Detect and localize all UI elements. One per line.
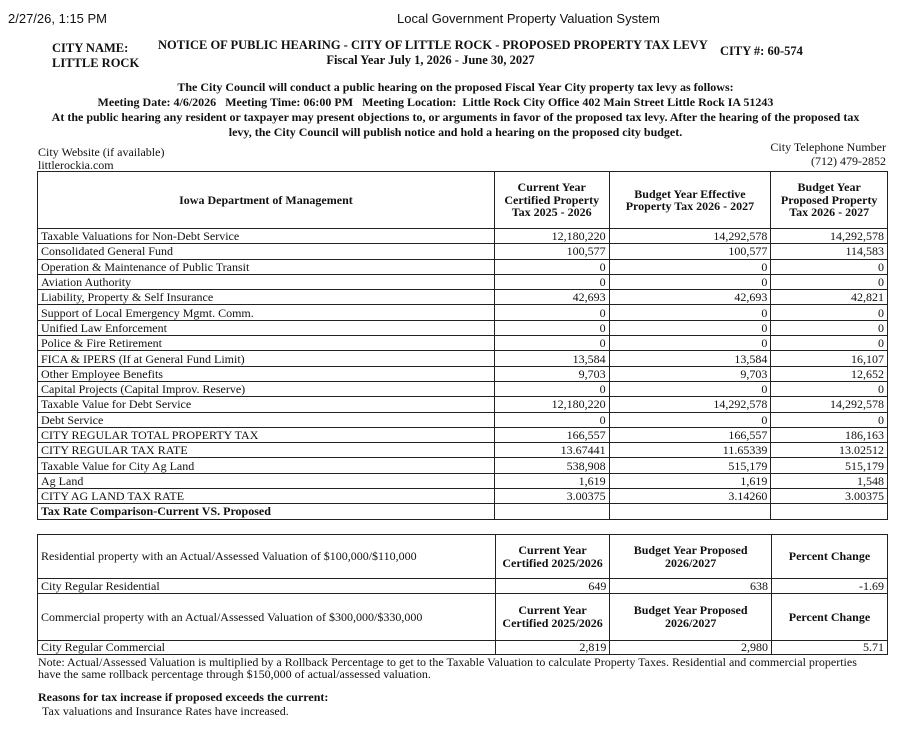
proposed-tax-value: 0 xyxy=(771,305,888,320)
table-header-row xyxy=(38,172,888,229)
row-label: CITY REGULAR TOTAL PROPERTY TAX xyxy=(38,427,495,442)
intro-line-1: The City Council will conduct a public hearing on the proposed Fiscal Year City property tax levy as follows: xyxy=(177,80,734,94)
system-title: Local Government Property Valuation System xyxy=(397,11,660,26)
fiscal-year: Fiscal Year July 1, 2026 - June 30, 2027 xyxy=(326,53,535,67)
current-year-value: 9,703 xyxy=(494,366,609,381)
row-label: Debt Service xyxy=(38,412,495,427)
proposed-tax-value: 186,163 xyxy=(771,427,888,442)
table-row xyxy=(38,381,888,396)
phone-value: (712) 479-2852 xyxy=(811,154,886,168)
current-year-header: Current Year Certified Property Tax 2025 - 2026 xyxy=(494,172,609,229)
proposed-tax-value: 16,107 xyxy=(771,351,888,366)
effective-tax-value: 0 xyxy=(609,381,771,396)
commercial-budget-header: Budget Year Proposed 2026/2027 xyxy=(610,594,772,641)
table-row xyxy=(38,427,888,442)
table-row xyxy=(38,274,888,289)
effective-tax-value: 14,292,578 xyxy=(609,229,771,244)
current-year-value: 42,693 xyxy=(494,290,609,305)
effective-tax-value: 0 xyxy=(609,412,771,427)
effective-tax-value: 0 xyxy=(609,320,771,335)
residential-comparison xyxy=(37,534,888,594)
residential-budget-header: Budget Year Proposed 2026/2027 xyxy=(610,535,772,579)
row-label: CITY REGULAR TAX RATE xyxy=(38,443,495,458)
proposed-tax-header: Budget Year Proposed Property Tax 2026 - 2027 xyxy=(771,172,888,229)
comparison-title-row xyxy=(38,504,888,519)
current-year-value: 0 xyxy=(494,259,609,274)
phone-block xyxy=(740,140,886,168)
meeting-date-label: Meeting Date: xyxy=(97,95,171,109)
current-year-value: 538,908 xyxy=(494,458,609,473)
row-label: Consolidated General Fund xyxy=(38,244,495,259)
meeting-details xyxy=(0,95,911,110)
city-name: LITTLE ROCK xyxy=(52,56,140,70)
current-year-value: 0 xyxy=(494,320,609,335)
current-year-value: 12,180,220 xyxy=(494,229,609,244)
commercial-current-header: Current Year Certified 2025/2026 xyxy=(495,594,610,641)
proposed-tax-value: 0 xyxy=(771,320,888,335)
effective-tax-value: 11.65339 xyxy=(609,443,771,458)
commercial-header-row xyxy=(38,594,888,641)
current-year-value: 100,577 xyxy=(494,244,609,259)
proposed-tax-value: 0 xyxy=(771,381,888,396)
empty-cell xyxy=(494,504,609,519)
table-row xyxy=(38,336,888,351)
effective-tax-value: 166,557 xyxy=(609,427,771,442)
proposed-tax-value: 0 xyxy=(771,259,888,274)
meeting-time: 06:00 PM xyxy=(303,95,354,109)
commercial-row xyxy=(38,641,888,655)
meeting-location-label: Meeting Location: xyxy=(362,95,457,109)
table-row xyxy=(38,244,888,259)
effective-tax-header: Budget Year Effective Property Tax 2026 - 2027 xyxy=(609,172,771,229)
effective-tax-value: 515,179 xyxy=(609,458,771,473)
current-year-value: 0 xyxy=(494,336,609,351)
proposed-tax-value: 0 xyxy=(771,274,888,289)
proposed-tax-value: 1,548 xyxy=(771,473,888,488)
residential-label: Residential property with an Actual/Assessed Valuation of $100,000/$110,000 xyxy=(38,535,496,579)
commercial-budget: 2,980 xyxy=(610,641,772,655)
city-name-block xyxy=(52,41,139,71)
row-label: Liability, Property & Self Insurance xyxy=(38,290,495,305)
website-value: littlerockia.com xyxy=(38,158,114,172)
effective-tax-value: 9,703 xyxy=(609,366,771,381)
current-year-value: 166,557 xyxy=(494,427,609,442)
proposed-tax-value: 12,652 xyxy=(771,366,888,381)
note-line-2: have the same rollback percentage through $150,000 of actual/assessed valuation. xyxy=(38,667,431,681)
current-year-value: 12,180,220 xyxy=(494,397,609,412)
residential-pct-header: Percent Change xyxy=(771,535,887,579)
website-label: City Website (if available) xyxy=(38,145,165,159)
effective-tax-value: 0 xyxy=(609,259,771,274)
commercial-comparison xyxy=(37,593,888,655)
commercial-label: Commercial property with an Actual/Assessed Valuation of $300,000/$330,000 xyxy=(38,594,496,641)
current-year-value: 0 xyxy=(494,412,609,427)
empty-cell xyxy=(609,504,771,519)
effective-tax-value: 0 xyxy=(609,274,771,289)
tax-levy-table xyxy=(37,171,888,520)
note-line-1: Note: Actual/Assessed Valuation is multiplied by a Rollback Percentage to get to the Taxable Valuation to calculate Property Taxes. Residential and commercial properties xyxy=(38,655,857,669)
effective-tax-value: 0 xyxy=(609,305,771,320)
row-label: Operation & Maintenance of Public Transit xyxy=(38,259,495,274)
proposed-tax-value: 0 xyxy=(771,336,888,351)
current-year-value: 0 xyxy=(494,305,609,320)
row-label: Ag Land xyxy=(38,473,495,488)
city-number: CITY #: 60-574 xyxy=(720,44,803,58)
table-row xyxy=(38,351,888,366)
residential-pct: -1.69 xyxy=(771,579,887,594)
current-year-value: 0 xyxy=(494,274,609,289)
commercial-row-label: City Regular Commercial xyxy=(38,641,496,655)
table-row xyxy=(38,305,888,320)
reasons-title: Reasons for tax increase if proposed exceeds the current: xyxy=(38,690,329,704)
current-year-value: 0 xyxy=(494,381,609,396)
row-label: Police & Fire Retirement xyxy=(38,336,495,351)
residential-current-header: Current Year Certified 2025/2026 xyxy=(495,535,610,579)
proposed-tax-value: 14,292,578 xyxy=(771,397,888,412)
table-row xyxy=(38,489,888,504)
row-label: CITY AG LAND TAX RATE xyxy=(38,489,495,504)
row-label: Other Employee Benefits xyxy=(38,366,495,381)
current-year-value: 13,584 xyxy=(494,351,609,366)
meeting-location: Little Rock City Office 402 Main Street Little Rock IA 51243 xyxy=(462,95,774,109)
empty-cell xyxy=(771,504,888,519)
row-label: Support of Local Emergency Mgmt. Comm. xyxy=(38,305,495,320)
row-label: Capital Projects (Capital Improv. Reserve) xyxy=(38,381,495,396)
row-label: Unified Law Enforcement xyxy=(38,320,495,335)
table-row xyxy=(38,366,888,381)
table-row xyxy=(38,259,888,274)
table-row xyxy=(38,320,888,335)
row-label: FICA & IPERS (If at General Fund Limit) xyxy=(38,351,495,366)
table-row xyxy=(38,397,888,412)
commercial-pct-header: Percent Change xyxy=(771,594,887,641)
city-name-label: CITY NAME: xyxy=(52,41,129,55)
notice-title: NOTICE OF PUBLIC HEARING - CITY OF LITTLE ROCK - PROPOSED PROPERTY TAX LEVY xyxy=(158,38,708,52)
meeting-date: 4/6/2026 xyxy=(173,95,217,109)
residential-row xyxy=(38,579,888,594)
table-row xyxy=(38,412,888,427)
intro-line-3: At the public hearing any resident or taxpayer may present objections to, or arguments in favor of the proposed tax levy. After the hearing of the proposed tax xyxy=(51,110,860,124)
rollback-note xyxy=(38,656,857,680)
row-label: Aviation Authority xyxy=(38,274,495,289)
dept-header: Iowa Department of Management xyxy=(38,172,495,229)
effective-tax-value: 13,584 xyxy=(609,351,771,366)
hearing-intro xyxy=(0,80,911,140)
print-timestamp: 2/27/26, 1:15 PM xyxy=(8,11,108,26)
current-year-value: 1,619 xyxy=(494,473,609,488)
commercial-current: 2,819 xyxy=(495,641,610,655)
proposed-tax-value: 3.00375 xyxy=(771,489,888,504)
notice-title-block xyxy=(158,38,708,68)
proposed-tax-value: 42,821 xyxy=(771,290,888,305)
residential-row-label: City Regular Residential xyxy=(38,579,496,594)
residential-current: 649 xyxy=(495,579,610,594)
intro-line-4: levy, the City Council will publish notice and hold a hearing on the proposed city budget. xyxy=(228,125,683,139)
comparison-title: Tax Rate Comparison-Current VS. Proposed xyxy=(38,504,495,519)
current-year-value: 13.67441 xyxy=(494,443,609,458)
effective-tax-value: 42,693 xyxy=(609,290,771,305)
residential-budget: 638 xyxy=(610,579,772,594)
row-label: Taxable Value for Debt Service xyxy=(38,397,495,412)
effective-tax-value: 0 xyxy=(609,336,771,351)
row-label: Taxable Valuations for Non-Debt Service xyxy=(38,229,495,244)
effective-tax-value: 3.14260 xyxy=(609,489,771,504)
table-row xyxy=(38,473,888,488)
row-label: Taxable Value for City Ag Land xyxy=(38,458,495,473)
table-row xyxy=(38,458,888,473)
proposed-tax-value: 14,292,578 xyxy=(771,229,888,244)
table-row xyxy=(38,290,888,305)
proposed-tax-value: 114,583 xyxy=(771,244,888,259)
table-row xyxy=(38,229,888,244)
reasons-text: Tax valuations and Insurance Rates have increased. xyxy=(42,704,289,718)
table-row xyxy=(38,443,888,458)
proposed-tax-value: 0 xyxy=(771,412,888,427)
current-year-value: 3.00375 xyxy=(494,489,609,504)
phone-label: City Telephone Number xyxy=(770,140,886,154)
meeting-time-label: Meeting Time: xyxy=(225,95,301,109)
residential-header-row xyxy=(38,535,888,579)
effective-tax-value: 14,292,578 xyxy=(609,397,771,412)
website-block xyxy=(38,146,164,172)
effective-tax-value: 1,619 xyxy=(609,473,771,488)
effective-tax-value: 100,577 xyxy=(609,244,771,259)
commercial-pct: 5.71 xyxy=(771,641,887,655)
proposed-tax-value: 515,179 xyxy=(771,458,888,473)
proposed-tax-value: 13.02512 xyxy=(771,443,888,458)
